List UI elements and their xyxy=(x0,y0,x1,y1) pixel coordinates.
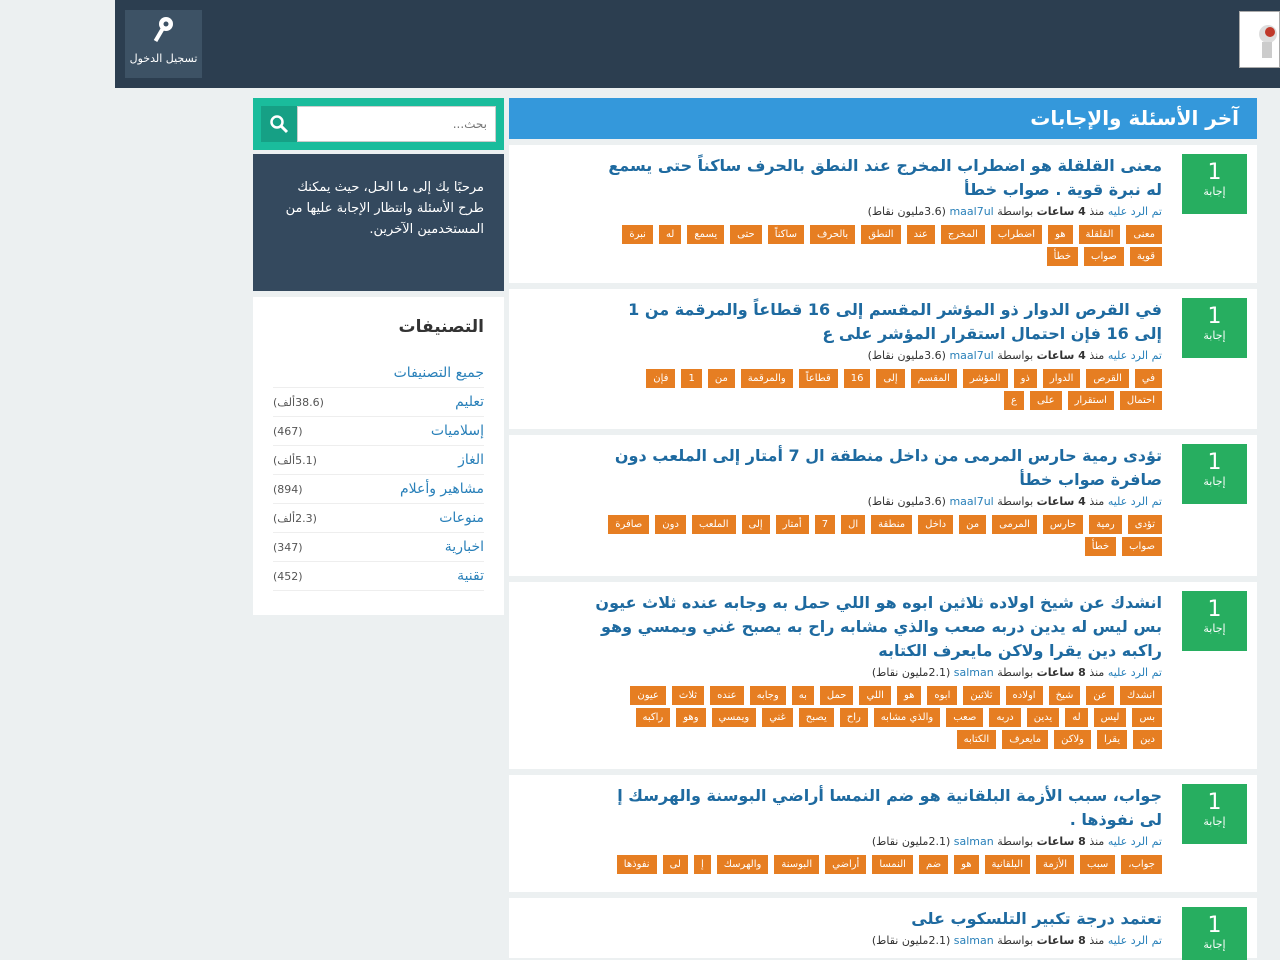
tag[interactable]: أمتار xyxy=(776,515,809,534)
meta-time: 8 ساعات xyxy=(1036,934,1086,947)
tag[interactable]: انشدك xyxy=(1120,686,1162,705)
tag[interactable]: استقرار xyxy=(1068,391,1114,410)
answer-count-label: إجابة xyxy=(1203,475,1226,488)
tag[interactable]: النمسا xyxy=(872,855,913,874)
tag[interactable]: والهرسك xyxy=(717,855,769,874)
key-icon xyxy=(151,16,177,46)
tag[interactable]: بس xyxy=(1132,708,1162,727)
category-item xyxy=(273,359,484,388)
categories-title: التصنيفات xyxy=(398,317,484,337)
page-title: آخر الأسئلة والإجابات xyxy=(509,98,1257,139)
answer-count-box[interactable] xyxy=(1182,154,1247,214)
tag-list xyxy=(595,225,1162,269)
tag-list xyxy=(595,686,1162,752)
tag[interactable]: على xyxy=(1030,391,1062,410)
tag[interactable]: صواب xyxy=(1122,537,1162,556)
meta-user[interactable]: maal7ul xyxy=(949,205,994,218)
tag[interactable]: الكتابه xyxy=(957,730,997,749)
tag[interactable]: يصبح xyxy=(799,708,834,727)
tag[interactable]: ويمسي xyxy=(712,708,757,727)
meta-answered[interactable]: تم الرد عليه xyxy=(1107,666,1162,679)
sidebar xyxy=(253,98,504,615)
tag[interactable]: هو xyxy=(897,686,921,705)
category-item xyxy=(273,533,484,562)
tag[interactable]: ولاكن xyxy=(1054,730,1091,749)
tag[interactable]: اضطراب xyxy=(991,225,1042,244)
question-title[interactable]: تعتمد درجة تكبير التلسكوب على xyxy=(911,909,1162,928)
answer-count-label: إجابة xyxy=(1203,622,1226,635)
category-link[interactable]: اخبارية xyxy=(444,539,484,555)
tag[interactable]: 16 xyxy=(844,369,871,388)
question-item xyxy=(509,582,1257,769)
answer-count-box[interactable] xyxy=(1182,907,1247,960)
answer-count: 1 xyxy=(1207,450,1222,475)
login-label: تسجيل الدخول xyxy=(129,52,198,65)
meta-user[interactable]: salman xyxy=(953,934,994,947)
tag[interactable]: قوية xyxy=(1130,247,1162,266)
tag[interactable]: من xyxy=(708,369,735,388)
tag[interactable]: البوسنة xyxy=(774,855,819,874)
tag[interactable]: ثلاث xyxy=(672,686,704,705)
meta-since: منذ xyxy=(1089,666,1105,679)
question-title[interactable]: تؤدى رمية حارس المرمى من داخل منطقة ال 7 أمتار إلى الملعب دون صافرة صواب خطأ xyxy=(614,446,1162,489)
answer-count-label: إجابة xyxy=(1203,329,1226,342)
tag[interactable]: اللي xyxy=(859,686,890,705)
tag[interactable]: خطأ xyxy=(1047,247,1078,266)
tag[interactable]: 1 xyxy=(681,369,701,388)
tag[interactable]: ضم xyxy=(919,855,948,874)
tag[interactable]: له xyxy=(1065,708,1087,727)
meta-time: 4 ساعات xyxy=(1036,349,1086,362)
question-item xyxy=(509,775,1257,892)
tag[interactable]: صواب xyxy=(1084,247,1124,266)
tag[interactable]: راح xyxy=(840,708,868,727)
meta-time: 4 ساعات xyxy=(1036,205,1086,218)
tag[interactable]: في xyxy=(1135,369,1162,388)
tag[interactable]: صافرة xyxy=(608,515,649,534)
meta-answered[interactable]: تم الرد عليه xyxy=(1107,934,1162,947)
tag[interactable]: هو xyxy=(954,855,978,874)
question-meta xyxy=(595,205,1162,218)
category-list xyxy=(273,359,484,591)
tag[interactable]: صعب xyxy=(946,708,983,727)
tag[interactable]: حمل xyxy=(820,686,854,705)
category-count: (347) xyxy=(273,540,303,554)
tag[interactable]: هو xyxy=(1048,225,1072,244)
tag-list xyxy=(595,369,1162,413)
meta-time: 8 ساعات xyxy=(1036,835,1086,848)
tag-list xyxy=(595,515,1162,559)
tag[interactable]: دون xyxy=(655,515,686,534)
answer-count: 1 xyxy=(1207,160,1222,185)
category-link[interactable]: مشاهير وأعلام xyxy=(399,481,484,497)
meta-answered[interactable]: تم الرد عليه xyxy=(1107,495,1162,508)
tag[interactable]: به xyxy=(792,686,814,705)
answer-count-label: إجابة xyxy=(1203,938,1226,951)
tag[interactable]: ال xyxy=(841,515,865,534)
category-count: (452) xyxy=(273,569,303,583)
tag[interactable]: عند xyxy=(907,225,935,244)
tag[interactable]: يدين xyxy=(1027,708,1059,727)
tag[interactable]: عن xyxy=(1086,686,1114,705)
question-item xyxy=(509,898,1257,958)
meta-answered[interactable]: تم الرد عليه xyxy=(1107,349,1162,362)
meta-answered[interactable]: تم الرد عليه xyxy=(1107,835,1162,848)
category-link[interactable]: إسلاميات xyxy=(430,423,484,439)
question-title[interactable]: جواب، سبب الأزمة البلقانية هو ضم النمسا أراضي البوسنة والهرسك إ لى نفوذها . xyxy=(617,786,1162,829)
tag[interactable]: القرص xyxy=(1086,369,1129,388)
tag[interactable]: اولاده xyxy=(1006,686,1043,705)
tag[interactable]: فإن xyxy=(646,369,675,388)
tag[interactable]: من xyxy=(959,515,986,534)
tag-list xyxy=(595,855,1162,877)
tag[interactable]: ليس xyxy=(1094,708,1127,727)
tag[interactable]: خطأ xyxy=(1085,537,1116,556)
tag[interactable]: المخرج xyxy=(941,225,985,244)
tag[interactable]: يسمع xyxy=(687,225,724,244)
tag[interactable]: غني xyxy=(762,708,793,727)
category-item xyxy=(273,446,484,475)
category-count: (894) xyxy=(273,482,303,496)
tag[interactable]: الملعب xyxy=(692,515,736,534)
answer-count-box[interactable] xyxy=(1182,444,1247,504)
meta-since: منذ xyxy=(1089,205,1105,218)
question-title[interactable]: في القرص الدوار ذو المؤشر المقسم إلى 16 قطاعاً والمرقمة من 1 إلى 16 فإن احتمال استقرار المؤشر على ع xyxy=(628,300,1162,343)
categories-panel xyxy=(253,297,504,615)
tag[interactable]: جواب، xyxy=(1121,855,1162,874)
tag[interactable]: ابوه xyxy=(927,686,957,705)
category-count: (38.6ألف) xyxy=(273,395,324,409)
meta-since: منذ xyxy=(1089,835,1105,848)
tag[interactable]: معنى xyxy=(1126,225,1162,244)
meta-answered[interactable]: تم الرد عليه xyxy=(1107,205,1162,218)
search-button[interactable] xyxy=(261,106,297,142)
tag[interactable]: ذو xyxy=(1014,369,1037,388)
search-input[interactable] xyxy=(297,106,496,142)
tag[interactable]: والمرقمة xyxy=(741,369,793,388)
meta-user[interactable]: maal7ul xyxy=(949,495,994,508)
tag[interactable]: دين xyxy=(1133,730,1162,749)
category-item xyxy=(273,475,484,504)
meta-by: بواسطة xyxy=(997,205,1034,218)
category-link[interactable]: منوعات xyxy=(439,510,484,526)
tag[interactable]: الأزمة xyxy=(1036,855,1074,874)
category-link[interactable]: جميع التصنيفات xyxy=(393,365,484,381)
answer-count: 1 xyxy=(1207,913,1222,938)
tag[interactable]: ع xyxy=(1004,391,1024,410)
question-item xyxy=(509,435,1257,576)
question-item xyxy=(509,289,1257,429)
tag[interactable]: دربه xyxy=(989,708,1020,727)
tag[interactable]: 7 xyxy=(815,515,835,534)
tag[interactable]: مايعرف xyxy=(1002,730,1048,749)
tag[interactable]: رمية xyxy=(1089,515,1122,534)
category-link[interactable]: تقنية xyxy=(457,568,484,584)
answer-count: 1 xyxy=(1207,790,1222,815)
meta-points: (3.6مليون نقاط) xyxy=(867,349,946,362)
tag[interactable]: البلقانية xyxy=(985,855,1030,874)
category-item xyxy=(273,562,484,591)
question-list xyxy=(509,145,1257,958)
tag[interactable]: وجابه xyxy=(750,686,786,705)
answer-count-box[interactable] xyxy=(1182,298,1247,358)
tag[interactable]: راكبه xyxy=(636,708,671,727)
tag[interactable]: وهو xyxy=(676,708,705,727)
tag[interactable]: المرمى xyxy=(992,515,1037,534)
tag[interactable]: نبرة xyxy=(622,225,653,244)
question-meta xyxy=(595,666,1162,679)
category-item xyxy=(273,417,484,446)
tag[interactable]: إ xyxy=(694,855,711,874)
meta-by: بواسطة xyxy=(997,349,1034,362)
answer-count-label: إجابة xyxy=(1203,185,1226,198)
meta-user[interactable]: salman xyxy=(953,666,994,679)
meta-since: منذ xyxy=(1089,349,1105,362)
meta-by: بواسطة xyxy=(997,666,1034,679)
tag[interactable]: المؤشر xyxy=(963,369,1008,388)
category-count: (467) xyxy=(273,424,303,438)
login-button[interactable] xyxy=(125,10,202,78)
meta-points: (3.6مليون نقاط) xyxy=(867,495,946,508)
logo-icon xyxy=(1240,12,1280,68)
meta-time: 4 ساعات xyxy=(1036,495,1086,508)
meta-since: منذ xyxy=(1089,934,1105,947)
main-content xyxy=(509,98,1257,958)
meta-points: (3.6مليون نقاط) xyxy=(867,205,946,218)
tag[interactable]: بالحرف xyxy=(810,225,855,244)
tag[interactable]: تؤدى xyxy=(1128,515,1162,534)
tag[interactable]: القلقلة xyxy=(1079,225,1121,244)
answer-count: 1 xyxy=(1207,304,1222,329)
tag[interactable]: داخل xyxy=(918,515,953,534)
meta-by: بواسطة xyxy=(997,934,1034,947)
meta-user[interactable]: maal7ul xyxy=(949,349,994,362)
meta-points: (2.1مليون نقاط) xyxy=(871,934,951,947)
tag[interactable]: حارس xyxy=(1043,515,1083,534)
meta-user[interactable]: salman xyxy=(953,835,994,848)
meta-time: 8 ساعات xyxy=(1036,666,1086,679)
answer-count-box[interactable] xyxy=(1182,591,1247,651)
welcome-message: مرحبًا بك إلى ما الحل، حيث يمكنك طرح الأسئلة وانتظار الإجابة عليها من المستخدمين الآخرين. xyxy=(253,154,504,291)
tag[interactable]: قطاعاً xyxy=(799,369,838,388)
tag[interactable]: النطق xyxy=(861,225,900,244)
tag[interactable]: أراضي xyxy=(825,855,866,874)
answer-count-box[interactable] xyxy=(1182,784,1247,844)
question-title[interactable]: انشدك عن شيخ اولاده ثلاثين ابوه هو اللي حمل به وجابه عنده ثلاث عيون بس ليس له يدين دربه صعب والذي مشابه راح به يصبح غني ويمسي وهو راكبه دين يقرا ولاكن مايعرف الكتابه xyxy=(595,593,1162,660)
category-link[interactable]: تعليم xyxy=(455,394,484,410)
tag[interactable]: ثلاثين xyxy=(963,686,999,705)
meta-by: بواسطة xyxy=(997,495,1034,508)
tag[interactable]: إلى xyxy=(876,369,904,388)
question-title[interactable]: معنى القلقلة هو اضطراب المخرج عند النطق بالحرف ساكناً حتى يسمع له نبرة قوية . صواب خطأ xyxy=(608,156,1162,199)
question-meta xyxy=(595,349,1162,362)
tag[interactable]: منطقة xyxy=(871,515,912,534)
meta-since: منذ xyxy=(1089,495,1105,508)
tag[interactable]: ساكناً xyxy=(768,225,804,244)
question-meta xyxy=(595,835,1162,848)
tag[interactable]: عيون xyxy=(630,686,666,705)
tag[interactable]: نفوذها xyxy=(617,855,657,874)
category-count: (2.3ألف) xyxy=(273,511,317,525)
search-box xyxy=(253,98,504,150)
tag[interactable]: له xyxy=(659,225,681,244)
category-count: (5.1ألف) xyxy=(273,453,317,467)
tag[interactable]: يقرا xyxy=(1097,730,1127,749)
category-link[interactable]: الغاز xyxy=(458,452,484,468)
meta-points: (2.1مليون نقاط) xyxy=(871,835,951,848)
tag[interactable]: الدوار xyxy=(1043,369,1081,388)
tag[interactable]: سبب xyxy=(1080,855,1115,874)
tag[interactable]: عنده xyxy=(710,686,743,705)
tag[interactable]: والذي مشابه xyxy=(874,708,940,727)
category-item xyxy=(273,388,484,417)
answer-count: 1 xyxy=(1207,597,1222,622)
category-item xyxy=(273,504,484,533)
tag[interactable]: حتى xyxy=(730,225,762,244)
search-icon xyxy=(269,114,289,134)
tag[interactable]: إلى xyxy=(742,515,770,534)
tag[interactable]: احتمال xyxy=(1120,391,1162,410)
tag[interactable]: شيخ xyxy=(1049,686,1081,705)
question-meta xyxy=(595,934,1162,947)
top-navbar xyxy=(115,0,1280,88)
site-logo[interactable] xyxy=(1239,11,1280,68)
meta-by: بواسطة xyxy=(997,835,1034,848)
meta-points: (2.1مليون نقاط) xyxy=(871,666,951,679)
question-meta xyxy=(595,495,1162,508)
answer-count-label: إجابة xyxy=(1203,815,1226,828)
tag[interactable]: لى xyxy=(663,855,688,874)
question-item xyxy=(509,145,1257,283)
tag[interactable]: المقسم xyxy=(911,369,957,388)
